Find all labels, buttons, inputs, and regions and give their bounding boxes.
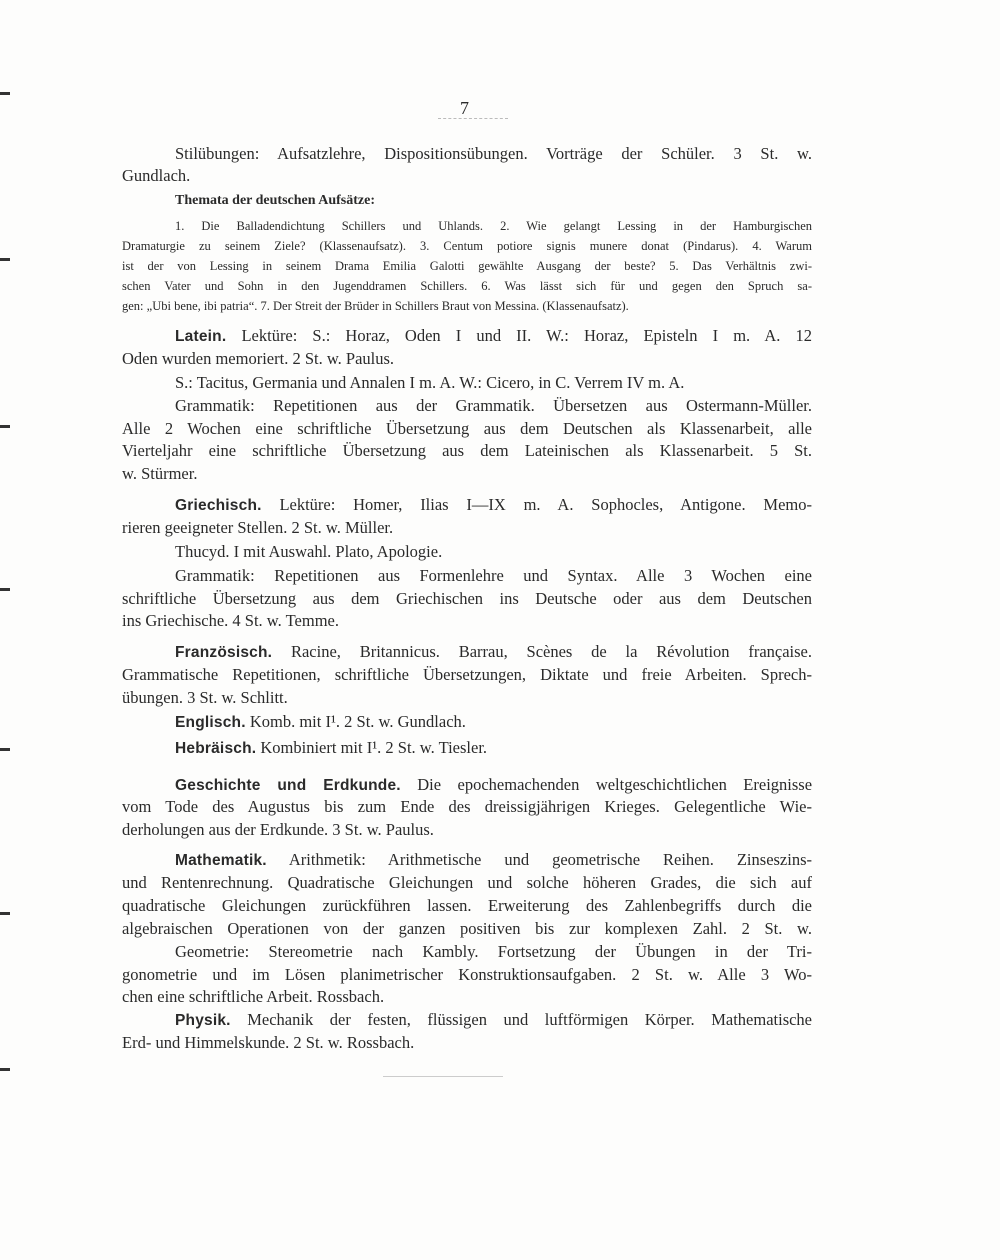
text-line: 1. Die Balladendichtung Schillers und Uhlands. 2. Wie gelangt Lessing in der Hamburgischen (175, 219, 812, 233)
text-line (175, 850, 812, 871)
text: Arithmetik: Arithmetische und geometrische Reihen. Zinseszins- (288, 850, 813, 869)
text-line (175, 495, 812, 516)
text-line: Thucyd. I mit Auswahl. Plato, Apologie. (175, 542, 443, 561)
subject-heading: Geschichte und Erdkunde. (175, 777, 401, 794)
text: Mechanik der festen, flüssigen und luftförmigen Körper. Mathematische (247, 1010, 813, 1029)
text-line: Oden wurden memoriert. 2 St. w. Paulus. (122, 349, 395, 368)
text-line: algebraischen Operationen von der ganzen positiven bis zur komplexen Zahl. 2 St. w. (122, 919, 812, 938)
text-line: Grammatische Repetitionen, schriftliche Übersetzungen, Diktate und freie Arbeiten. Sprech- (122, 665, 812, 684)
text-line: übungen. 3 St. w. Schlitt. (122, 688, 288, 707)
text-line: derholungen aus der Erdkunde. 3 St. w. Paulus. (122, 820, 434, 839)
text: Lektüre: S.: Horaz, Oden I und II. W.: Horaz, Episteln I m. A. 12 (241, 326, 812, 345)
text-line: Gundlach. (122, 166, 191, 185)
text-line: Geometrie: Stereometrie nach Kambly. Fortsetzung der Übungen in der Tri- (175, 942, 812, 961)
subject-heading: Griechisch. (175, 497, 262, 514)
text-line: schen Vater und Sohn in den Jugenddramen Schillers. 6. Was lässt sich für und gegen den Spruch sa- (122, 279, 812, 293)
text-line: ins Griechische. 4 St. w. Temme. (122, 611, 339, 630)
text-line: Erd- und Himmelskunde. 2 St. w. Rossbach. (122, 1033, 415, 1052)
text: Komb. mit I¹. 2 St. w. Gundlach. (249, 712, 466, 731)
text-line: Vierteljahr eine schriftliche Übersetzung aus dem Lateinischen als Klassenarbeit. 5 St. (122, 441, 812, 460)
text-line: rieren geeigneter Stellen. 2 St. w. Müller. (122, 518, 394, 537)
text: Die epochemachenden weltgeschichtlichen Ereignisse (417, 775, 813, 794)
text: Kombiniert mit I¹. 2 St. w. Tiesler. (260, 738, 488, 757)
text-line: Grammatik: Repetitionen aus der Grammatik. Übersetzen aus Ostermann-Müller. (175, 396, 812, 415)
decorative-rule (438, 118, 508, 119)
subject-heading: Hebräisch. (175, 740, 257, 757)
subject-heading: Mathematik. (175, 852, 267, 869)
text: Racine, Britannicus. Barrau, Scènes de la Révolution française. (290, 642, 813, 661)
subject-heading: Latein. (175, 328, 227, 345)
text-line: S.: Tacitus, Germania und Annalen I m. A. W.: Cicero, in C. Verrem IV m. A. (175, 373, 685, 392)
text-line (175, 642, 812, 663)
text-line: vom Tode des Augustus bis zum Ende des dreissigjährigen Krieges. Gelegentliche Wie- (122, 797, 812, 816)
text-line (175, 738, 812, 759)
text-line: und Rentenrechnung. Quadratische Gleichungen und solche höheren Grades, die sich auf (122, 873, 812, 892)
text-line: w. Stürmer. (122, 464, 198, 483)
page-number: 7 (460, 98, 469, 118)
text-line: Dramaturgie zu seinem Ziele? (Klassenaufsatz). 3. Centum potiore signis munere donat (Pindarus). 4. Warum (122, 239, 812, 253)
text-line: gonometrie und im Lösen planimetrischer Konstruktionsaufgaben. 2 St. w. Alle 3 Wo- (122, 965, 812, 984)
text-line (175, 712, 812, 733)
text-line (175, 326, 812, 347)
binding-mark (0, 425, 10, 428)
binding-mark (0, 92, 10, 95)
binding-mark (0, 748, 10, 751)
text-line: Alle 2 Wochen eine schriftliche Übersetzung aus dem Deutschen als Klassenarbeit, alle (122, 419, 812, 438)
text-line: Stilübungen: Aufsatzlehre, Dispositionsübungen. Vorträge der Schüler. 3 St. w. (175, 144, 812, 163)
text-line: quadratische Gleichungen zurückführen lassen. Erweiterung des Zahlenbegriffs durch die (122, 896, 812, 915)
binding-mark (0, 1068, 10, 1071)
binding-mark (0, 588, 10, 591)
binding-mark (0, 258, 10, 261)
section-heading: Themata der deutschen Aufsätze: (175, 193, 376, 208)
text: Lektüre: Homer, Ilias I—IX m. A. Sophocles, Antigone. Memo- (279, 495, 812, 514)
text-line: chen eine schriftliche Arbeit. Rossbach. (122, 987, 385, 1006)
end-rule (383, 1076, 503, 1077)
binding-mark (0, 912, 10, 915)
text-line (175, 1010, 812, 1031)
subject-heading: Französisch. (175, 644, 273, 661)
subject-heading: Englisch. (175, 714, 246, 731)
text-line (175, 775, 812, 796)
text-line: ist der von Lessing in seinem Drama Emilia Galotti gewählte Ausgang der beste? 5. Das Verhältnis zwi- (122, 259, 812, 273)
text-line: Grammatik: Repetitionen aus Formenlehre und Syntax. Alle 3 Wochen eine (175, 566, 812, 585)
subject-heading: Physik. (175, 1012, 231, 1029)
text-line: gen: „Ubi bene, ibi patria“. 7. Der Streit der Brüder in Schillers Braut von Messina. (Klassenaufsatz). (122, 299, 629, 313)
text-line: schriftliche Übersetzung aus dem Griechischen ins Deutsche oder aus dem Deutschen (122, 589, 812, 608)
